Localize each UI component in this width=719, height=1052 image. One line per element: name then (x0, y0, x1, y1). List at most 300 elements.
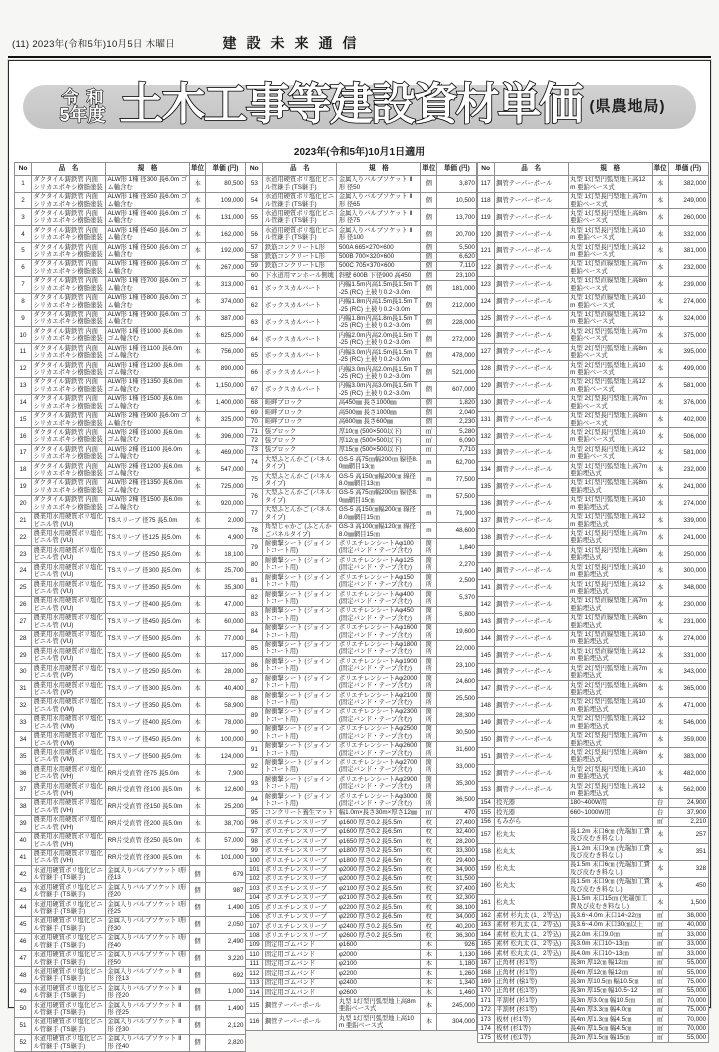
item-spec: RR片受直管 径150 長5.0m (106, 798, 190, 815)
item-name: 水道用硬質ポリ塩化ビニル管継手 (TS継手) (32, 883, 106, 900)
item-spec: ポリエチレンシートAφ2700 (固定バンド・テープ含む) (337, 758, 421, 775)
column-header: 規 格 (106, 163, 190, 176)
item-spec: ALW形 1種 径1200 長6.0m ゴム輪含む (106, 361, 190, 378)
item-unit: 本 (190, 748, 206, 765)
item-spec: TSスリーブ 径600 長5.0m (106, 647, 190, 664)
table-row (15, 377, 246, 394)
item-unit: 本 (421, 959, 437, 968)
item-spec: GS-5 高75㎝幅200㎝ 線径8.0㎜網目15㎝ (337, 488, 421, 505)
item-no: 84 (246, 623, 263, 640)
item-name: 農業用水用硬質ポリ塩化ビニル管 (VP) (32, 681, 106, 698)
item-no: 36 (15, 765, 32, 782)
item-name: 水道用硬質ポリ塩化ビニル管継手 (TS継手) (32, 900, 106, 917)
item-price: 58,900 (206, 697, 246, 714)
item-name: 水道用硬質ポリ塩化ビニル管継手 (TS継手) (32, 1017, 106, 1034)
item-spec: 高600㎜ 長さ600㎜ (337, 417, 421, 426)
item-price: 1,490 (206, 1001, 246, 1018)
item-unit: 本 (652, 478, 668, 495)
item-price: 381,000 (668, 243, 708, 260)
item-price: 5,800 (437, 606, 477, 623)
item-spec: ポリエチレンシートAφ1800 (固定バンド・テープ含む) (337, 640, 421, 657)
column-header: 規 格 (337, 163, 421, 176)
item-name: 鋼管テーパーポール (494, 209, 568, 226)
item-spec: ポリエチレンシートAφ1900 (固定バンド・テープ含む) (337, 657, 421, 674)
item-spec: ポリエチレンシートAφ125 (固定バンド・テープ含む) (337, 556, 421, 573)
issuing-bureau-label: (県農地局) (589, 97, 666, 115)
item-spec: GS-5 高75㎝幅200㎝ 線径8.0㎜網目13㎝ (337, 455, 421, 472)
item-unit: 枚 (421, 818, 437, 827)
item-no: 56 (246, 226, 263, 243)
item-price: 20,700 (437, 226, 477, 243)
item-name: 松丸太 (494, 894, 568, 911)
item-spec: φ2100 厚さ0.2 長5.5m (337, 884, 421, 893)
table-row (246, 348, 477, 365)
item-spec: 長3.0m 末口10~13㎝ (568, 939, 652, 948)
item-no: 120 (477, 226, 494, 243)
item-name: 水道用硬質ポリ塩化ビニル管継手 (TS継手) (32, 984, 106, 1001)
item-spec: φ2400 厚さ0.2 長5.5m (337, 922, 421, 931)
item-unit: 個 (421, 226, 437, 243)
item-name: 農業用水用硬質ポリ塩化ビニル管 (VH) (32, 815, 106, 832)
item-no: 80 (246, 556, 263, 573)
item-price: 7,710 (437, 445, 477, 454)
item-unit: 本 (652, 310, 668, 327)
item-unit: 本 (652, 226, 668, 243)
item-price: 274,000 (668, 630, 708, 647)
table-row (246, 978, 477, 987)
item-unit: 本 (190, 377, 206, 394)
item-no: 18 (15, 462, 32, 479)
item-name: 板材 (松1等) (494, 1033, 568, 1042)
table-row (246, 959, 477, 968)
item-spec: ポリエチレンシートAφ2900 (固定バンド・テープ含む) (337, 775, 421, 792)
item-price: 581,000 (668, 445, 708, 462)
table-row (246, 623, 477, 640)
item-price: 228,000 (437, 314, 477, 331)
table-row (15, 445, 246, 462)
item-spec: φ2200 厚さ0.2 長5.5m (337, 903, 421, 912)
item-no: 5 (15, 243, 32, 260)
table-row (15, 310, 246, 327)
item-name: 耐衝撃シート (ジョイントコート用) (263, 640, 337, 657)
item-price: 395,000 (668, 344, 708, 361)
item-spec: 500B 700×320×600 (337, 252, 421, 261)
item-unit: 枚 (421, 846, 437, 855)
item-price: 4,900 (206, 529, 246, 546)
item-no: 95 (246, 808, 263, 817)
item-spec: 丸型 2灯型長円型地上高7m 亜鉛ベース式 (568, 394, 652, 411)
table-row (246, 505, 477, 522)
item-unit: 本 (190, 546, 206, 563)
item-name: 鋼管テーパーポール (494, 478, 568, 495)
item-unit: 本 (652, 613, 668, 630)
item-no: 13 (15, 377, 32, 394)
item-name: 農業用水用硬質ポリ塩化ビニル管 (VU) (32, 647, 106, 664)
item-unit: m (421, 488, 437, 505)
item-no: 144 (477, 630, 494, 647)
item-spec: ALW形 1種 径700 長6.0m ゴム輪含む (106, 276, 190, 293)
item-no: 53 (246, 175, 263, 192)
item-price: 890,000 (206, 361, 246, 378)
item-no: 143 (477, 613, 494, 630)
item-spec: 長1.2m 末口6㎝ (先端加工費及び皮むき料なし) (568, 827, 652, 844)
item-name: 鋼管テーパーポール (494, 596, 568, 613)
table-row (15, 1034, 246, 1051)
item-spec: 長2.0m 末口9.0㎝ (568, 930, 652, 939)
item-name: 耐衝撃シート (ジョイントコート用) (263, 657, 337, 674)
item-no: 115 (246, 997, 263, 1014)
table-row (15, 293, 246, 310)
item-spec: ポリエチレンシートAφ2300 (固定バンド・テープ含む) (337, 707, 421, 724)
item-unit: 本 (190, 613, 206, 630)
item-name: 張ブロック (263, 445, 337, 454)
item-name: 板材 (杉1等) (494, 1024, 568, 1033)
item-no: 88 (246, 691, 263, 708)
page-title: 土木工事等建設資材単価 (119, 80, 582, 129)
item-no: 123 (477, 276, 494, 293)
item-name: 農業用水用硬質ポリ塩化ビニル管 (VH) (32, 832, 106, 849)
item-no: 147 (477, 681, 494, 698)
table-row (15, 394, 246, 411)
table-row (477, 827, 708, 844)
item-name: 農業用水用硬質ポリ塩化ビニル管 (VM) (32, 714, 106, 731)
item-spec: 丸型 2灯型円弧型地上高12m 亜鉛ベース式 (568, 377, 652, 394)
item-no: 66 (246, 365, 263, 382)
item-spec: GS-5 高150㎝幅200㎝ 線径8.0㎜網目15㎝ (337, 505, 421, 522)
item-no: 111 (246, 959, 263, 968)
item-no: 170 (477, 986, 494, 995)
item-spec: 長4m 厚3.3㎝ 幅4.0㎝ (568, 1005, 652, 1014)
item-unit: 箇所 (421, 724, 437, 741)
table-row (15, 815, 246, 832)
item-spec: φ1650 厚さ0.2 長5.5m (337, 837, 421, 846)
item-name: 農業用水用硬質ポリ塩化ビニル管 (VU) (32, 546, 106, 563)
item-unit: 枚 (421, 893, 437, 902)
item-name: 水道用硬質ポリ塩化ビニル管継手 (TS継手) (32, 1034, 106, 1051)
item-spec: 金属入りバルブソケット Ⅰ形 径13 (106, 866, 190, 883)
table-row (15, 563, 246, 580)
table-row (15, 883, 246, 900)
column-header: No (246, 163, 263, 176)
item-spec: 丸型 2灯型円弧型地上高12m 亜鉛埋込式 (568, 714, 652, 731)
item-no: 118 (477, 192, 494, 209)
item-price: 351 (668, 844, 708, 861)
item-spec: TSスリーブ 径400 長5.0m (106, 714, 190, 731)
item-unit: 箇所 (421, 590, 437, 607)
item-unit: 本 (652, 748, 668, 765)
item-name: 農業用水用硬質ポリ塩化ビニル管 (VH) (32, 782, 106, 799)
item-price: 19,600 (437, 623, 477, 640)
item-no: 172 (477, 1005, 494, 1014)
table-row (477, 911, 708, 920)
item-spec: 丸型 2灯型長円型地上高8m 亜鉛ベース式 (568, 411, 652, 428)
item-no: 22 (15, 529, 32, 546)
item-no: 163 (477, 920, 494, 929)
item-spec: RR片受直管 径300 長5.0m (106, 849, 190, 866)
item-name: 鋼管テーパーポール (494, 293, 568, 310)
item-unit: 本 (652, 175, 668, 192)
item-spec: 厚10㎝ (500×500以下) (337, 427, 421, 436)
item-no: 91 (246, 741, 263, 758)
table-row (246, 856, 477, 865)
item-no: 9 (15, 310, 32, 327)
item-spec: 丸型 2灯型長円型地上高10m 亜鉛埋込式 (568, 765, 652, 782)
item-no: 135 (477, 478, 494, 495)
item-price: 37,900 (668, 808, 708, 817)
item-name: 鋼管テーパーポール (494, 563, 568, 580)
item-name: ダクタイル鋳鉄管 内面シリカエポキシ樹脂塗装 (32, 209, 106, 226)
item-unit: 本 (190, 815, 206, 832)
item-no: 32 (15, 697, 32, 714)
table-row (246, 398, 477, 407)
item-spec: 内幅2.0m内高2.0m長1.5m T-25 (RC) 土被り0.2~3.0m (337, 331, 421, 348)
item-price: 101,000 (206, 849, 246, 866)
item-no: 159 (477, 860, 494, 877)
item-spec: 内幅3.0m内高3.0m長1.5m T-25 (RC) 土被り0.2~3.0m (337, 381, 421, 398)
item-unit: 個 (190, 1017, 206, 1034)
item-name: 水道用硬質ポリ塩化ビニル管継手 (TS継手) (32, 1001, 106, 1018)
item-unit: 本 (652, 647, 668, 664)
item-no: 119 (477, 209, 494, 226)
table-row (246, 922, 477, 931)
item-spec: ALW形 1種 径450 長6.0m ゴム輪含む (106, 226, 190, 243)
item-name: 鋼管テーパーポール (494, 546, 568, 563)
item-spec: 金属入りバルブソケット Ⅱ形 径100 (337, 226, 421, 243)
item-price: 1,400,000 (206, 394, 246, 411)
item-no: 174 (477, 1024, 494, 1033)
item-price: 33,000 (668, 949, 708, 958)
item-price: 331,000 (668, 647, 708, 664)
item-unit: 本 (190, 411, 206, 428)
item-no: 20 (15, 495, 32, 512)
item-name: 鉄筋コンクリートL形 (263, 261, 337, 270)
table-row (246, 417, 477, 426)
item-unit: 本 (421, 978, 437, 987)
item-no: 49 (15, 984, 32, 1001)
item-name: ダクタイル鋳鉄管 内面シリカエポキシ樹脂塗装 (32, 226, 106, 243)
item-name: もみがら (494, 817, 568, 826)
item-price: 478,000 (437, 348, 477, 365)
table-row (246, 280, 477, 297)
item-price: 25,700 (206, 563, 246, 580)
item-spec: 丸型 1灯型円弧型地上高8m 亜鉛ベース式 (337, 997, 421, 1014)
item-price: 18,100 (206, 546, 246, 563)
item-spec: φ2000 (337, 950, 421, 959)
table-row (15, 276, 246, 293)
table-row (246, 674, 477, 691)
item-name: 農業用水用硬質ポリ塩化ビニル管 (VM) (32, 731, 106, 748)
item-price: 181,000 (437, 280, 477, 297)
item-unit: 本 (421, 997, 437, 1014)
item-price: 2,270 (437, 556, 477, 573)
table-row (246, 988, 477, 997)
table-row (477, 930, 708, 939)
item-unit: 枚 (421, 931, 437, 940)
item-spec: TSスリーブ 径300 長5.0m (106, 681, 190, 698)
item-name: ボックスカルバート (263, 297, 337, 314)
item-price: 25,500 (437, 691, 477, 708)
table-row (15, 226, 246, 243)
item-unit: 箇所 (421, 640, 437, 657)
item-price: 607,000 (437, 381, 477, 398)
table-row (246, 724, 477, 741)
item-no: 34 (15, 731, 32, 748)
item-price: 231,000 (668, 613, 708, 630)
item-name: 耐衝撃シート (ジョイントコート用) (263, 758, 337, 775)
item-unit: 本 (652, 192, 668, 209)
table-row (477, 478, 708, 495)
item-name: 素材 杉丸太 (1、2等込) (494, 911, 568, 920)
item-spec: ポリエチレンシートAφ2600 (固定バンド・テープ含む) (337, 741, 421, 758)
item-price: 117,000 (206, 647, 246, 664)
item-unit: ㎥ (652, 1015, 668, 1024)
item-name: 鋼管テーパーポール (494, 748, 568, 765)
table-row (477, 1024, 708, 1033)
item-no: 117 (477, 175, 494, 192)
table-row (15, 798, 246, 815)
item-price: 70,000 (668, 1024, 708, 1033)
item-unit: 箇所 (421, 792, 437, 809)
item-unit: 個 (421, 252, 437, 261)
table-row (246, 893, 477, 902)
item-price: 33,000 (668, 939, 708, 948)
item-spec: 丸型 2灯型円弧型地上高10m 亜鉛埋込式 (568, 697, 652, 714)
item-unit: 本 (652, 580, 668, 597)
item-name: ボックスカルバート (263, 280, 337, 297)
item-unit: 本 (652, 394, 668, 411)
table-row (15, 664, 246, 681)
item-unit: 本 (190, 664, 206, 681)
item-no: 137 (477, 512, 494, 529)
item-unit: ㎥ (652, 939, 668, 948)
item-no: 37 (15, 782, 32, 799)
item-spec: φ1600 厚さ0.2 長6.5m (337, 827, 421, 836)
item-name: 鋼管テーパーポール (263, 997, 337, 1014)
table-row (15, 209, 246, 226)
item-no: 45 (15, 916, 32, 933)
item-no: 133 (477, 445, 494, 462)
item-unit: 枚 (421, 874, 437, 883)
item-price: 546,000 (668, 714, 708, 731)
item-spec: 丸型 1灯型円弧型地上高7m 亜鉛埋込式 (568, 462, 652, 479)
item-unit: 本 (652, 529, 668, 546)
table-row (246, 969, 477, 978)
table-row (477, 681, 708, 698)
item-spec: 丸型 1灯型直線型地上高10m 亜鉛埋込式 (568, 630, 652, 647)
item-unit: 箇所 (421, 539, 437, 556)
item-name: 鋼管テーパーポール (263, 1014, 337, 1031)
table-row (477, 243, 708, 260)
item-spec: 長3m 厚15㎝ 幅10.5~12 (568, 986, 652, 995)
price-table-column-2 (245, 162, 473, 1031)
item-name: ボックスカルバート (263, 348, 337, 365)
item-no: 97 (246, 827, 263, 836)
item-price: 332,000 (668, 226, 708, 243)
item-name: 耐衝撃シート (ジョイントコート用) (263, 792, 337, 809)
item-name: 鋼管テーパーポール (494, 664, 568, 681)
table-row (246, 455, 477, 472)
item-name: 鋼管テーパーポール (494, 361, 568, 378)
item-price: 562,000 (668, 782, 708, 799)
table-row (15, 765, 246, 782)
item-price: 382,000 (668, 175, 708, 192)
item-name: ボックスカルバート (263, 365, 337, 382)
item-name: ダクタイル鋳鉄管 内面シリカエポキシ樹脂塗装 (32, 310, 106, 327)
item-no: 114 (246, 988, 263, 997)
column-header: 単価 (円) (206, 163, 246, 176)
item-price: 70,000 (668, 996, 708, 1005)
item-no: 146 (477, 664, 494, 681)
item-price: 274,000 (668, 293, 708, 310)
table-row (15, 529, 246, 546)
item-no: 43 (15, 883, 32, 900)
item-spec: ALW形 2種 径1000 長6.0m ゴム輪含む (106, 428, 190, 445)
item-unit: ㎥ (652, 920, 668, 929)
item-spec: 長1.2m 末口9㎝ (先端加工費及び皮むき料なし) (568, 844, 652, 861)
item-no: 160 (477, 877, 494, 894)
item-name: ダクタイル鋳鉄管 内面シリカエポキシ樹脂塗装 (32, 377, 106, 394)
table-row (246, 818, 477, 827)
item-no: 42 (15, 866, 32, 883)
item-unit: 本 (652, 664, 668, 681)
table-row (477, 986, 708, 995)
item-spec: 丸型 1灯型直線型地上高12m 亜鉛ベース式 (568, 310, 652, 327)
item-unit: ㎥ (652, 1024, 668, 1033)
item-spec: ALW形 2種 径1500 長6.0m ゴム輪含む (106, 495, 190, 512)
table-row (15, 512, 246, 529)
table-row (246, 792, 477, 809)
item-spec: TSスリーブ 径125 長5.0m (106, 529, 190, 546)
item-unit: 個 (190, 933, 206, 950)
item-spec: ALW形 2種 径900 長6.0m ゴム輪含む (106, 411, 190, 428)
table-row (246, 1014, 477, 1031)
item-spec: 丸型 2灯型長円型地上高8m 亜鉛埋込式 (568, 748, 652, 765)
item-price: 35,300 (206, 580, 246, 597)
item-price: 1,840 (437, 539, 477, 556)
item-name: ダクタイル鋳鉄管 内面シリカエポキシ樹脂塗装 (32, 495, 106, 512)
item-unit: 箇所 (421, 623, 437, 640)
item-price: 57,000 (206, 832, 246, 849)
item-unit: 箇所 (421, 707, 437, 724)
item-unit: 本 (652, 428, 668, 445)
item-no: 141 (477, 580, 494, 597)
item-no: 21 (15, 512, 32, 529)
item-spec: 金属入りバルブソケット Ⅱ形 径30 (106, 1017, 190, 1034)
item-price: 625,000 (206, 327, 246, 344)
item-price: 55,000 (668, 986, 708, 995)
table-row (246, 657, 477, 674)
item-name: 鋼管テーパーポール (494, 681, 568, 698)
column-header: 品 名 (263, 163, 337, 176)
item-name: 大型ふとんかご (パネルタイプ) (263, 505, 337, 522)
item-price: 124,000 (206, 748, 246, 765)
item-name: 鋼管テーパーポール (494, 259, 568, 276)
item-name: 素材 松丸太 (1、2等込) (494, 939, 568, 948)
table-row (246, 865, 477, 874)
item-price: 324,000 (668, 310, 708, 327)
item-price: 5,280 (437, 427, 477, 436)
item-price: 55,000 (668, 958, 708, 967)
item-spec: 金属入りバルブソケット Ⅱ形 径40 (106, 1034, 190, 1051)
table-row (15, 1017, 246, 1034)
item-name: 固定用ゴムバンド (263, 988, 337, 997)
item-no: 30 (15, 664, 32, 681)
item-spec: 金属入りバルブソケット Ⅱ形 径25 (106, 1001, 190, 1018)
item-no: 40 (15, 832, 32, 849)
item-price: 365,000 (668, 681, 708, 698)
item-spec: 金属入りバルブソケット Ⅰ形 径30 (106, 916, 190, 933)
item-price: 23,100 (437, 271, 477, 280)
